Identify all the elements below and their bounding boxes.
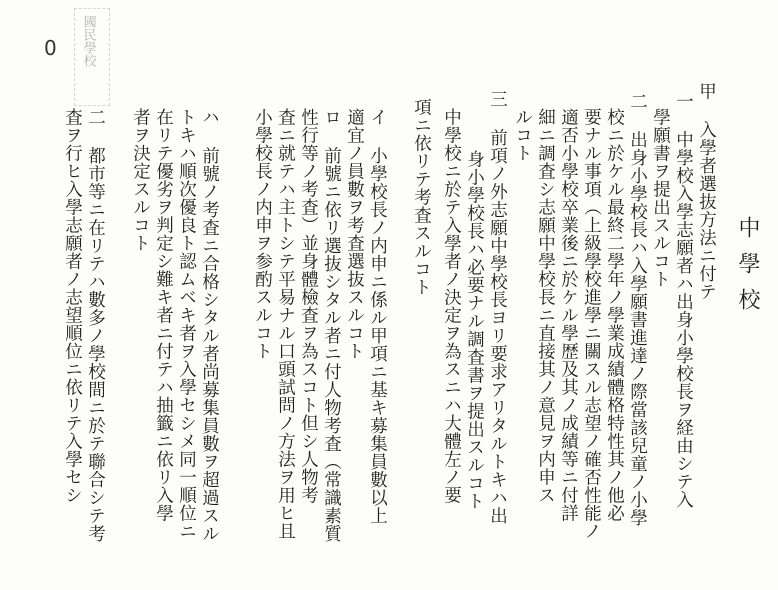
- text-column: 細ニ調査シ志願中學校長ニ直接其ノ意見ヲ内申ス: [535, 108, 556, 504]
- text-column: 甲 入學者選抜方法ニ付テ: [696, 82, 717, 301]
- document-title: 中學校: [735, 216, 760, 324]
- text-column: 者ヲ決定スルコト: [130, 108, 151, 252]
- text-column: ハ 前號ノ考査ニ合格シタル者尚募集員數ヲ超過スル: [199, 108, 220, 543]
- text-column: 査ヲ行ヒ入學志願者ノ志望順位ニ依リテ入學セシ: [62, 108, 83, 504]
- text-column: 在リテ優劣ヲ判定シ難キ者ニ付テハ抽籤ニ依リ入學: [153, 108, 174, 522]
- text-column: 適否小學校卒業後ニ於ケル學歴及其ノ成績等ニ付詳: [558, 108, 579, 522]
- text-column: 身小學校長ハ必要ナル調査書ヲ提出スルコト: [464, 150, 485, 510]
- text-column: 學願書ヲ提出スルコト: [650, 108, 671, 288]
- text-column: 一 中學校入學志願者ハ出身小學校長ヲ経由シテ入: [673, 92, 694, 509]
- text-column: ロ 前號ニ依リ選抜シタル者ニ付人物考査（常識素質: [321, 108, 342, 543]
- text-column: 中學校ニ於テ入學者ノ決定ヲ為スニハ大體左ノ要: [441, 108, 462, 504]
- text-column: 二 出身小學校長ハ入學願書進達ノ際當該兒童ノ小學: [627, 92, 648, 527]
- text-column: 要ナル事項（上級學校進學ニ關スル志望ノ確否性能ノ: [581, 108, 602, 540]
- text-column: 三 前項ノ外志願中學校長ヨリ要求アリタルトキハ出: [487, 90, 508, 525]
- page-number: 0: [44, 36, 57, 60]
- text-column: 査ニ就テハ主トシテ平易ナル口頭試問ノ方法ヲ用ヒ且: [275, 108, 296, 540]
- text-column: 適宜ノ員數ヲ考査選抜スルコト: [344, 108, 365, 360]
- text-column: 二 都市等ニ在リテハ數多ノ學校間ニ於テ聯合シテ考: [85, 108, 106, 543]
- archive-stamp: [74, 8, 110, 106]
- text-column: 校ニ於ケル最終二學年ノ學業成績體格特性其ノ他必: [604, 108, 625, 522]
- text-column: 性行等ノ考査）並身體檢査ヲ為スコト但シ人物考: [298, 108, 319, 504]
- text-column: 小學校長ノ内申ヲ参酌スルコト: [252, 108, 273, 360]
- text-column: イ 小學校長ノ内申ニ係ル甲項ニ基キ募集員數以上: [367, 108, 388, 525]
- text-column: トキハ順次優良ト認ムベキ者ヲ入學セシメ同一順位ニ: [176, 108, 197, 540]
- text-column: ルコト: [512, 108, 533, 162]
- text-column: 項ニ依リテ考査スルコト: [411, 98, 432, 296]
- stamp-text: 國民學校: [80, 15, 96, 67]
